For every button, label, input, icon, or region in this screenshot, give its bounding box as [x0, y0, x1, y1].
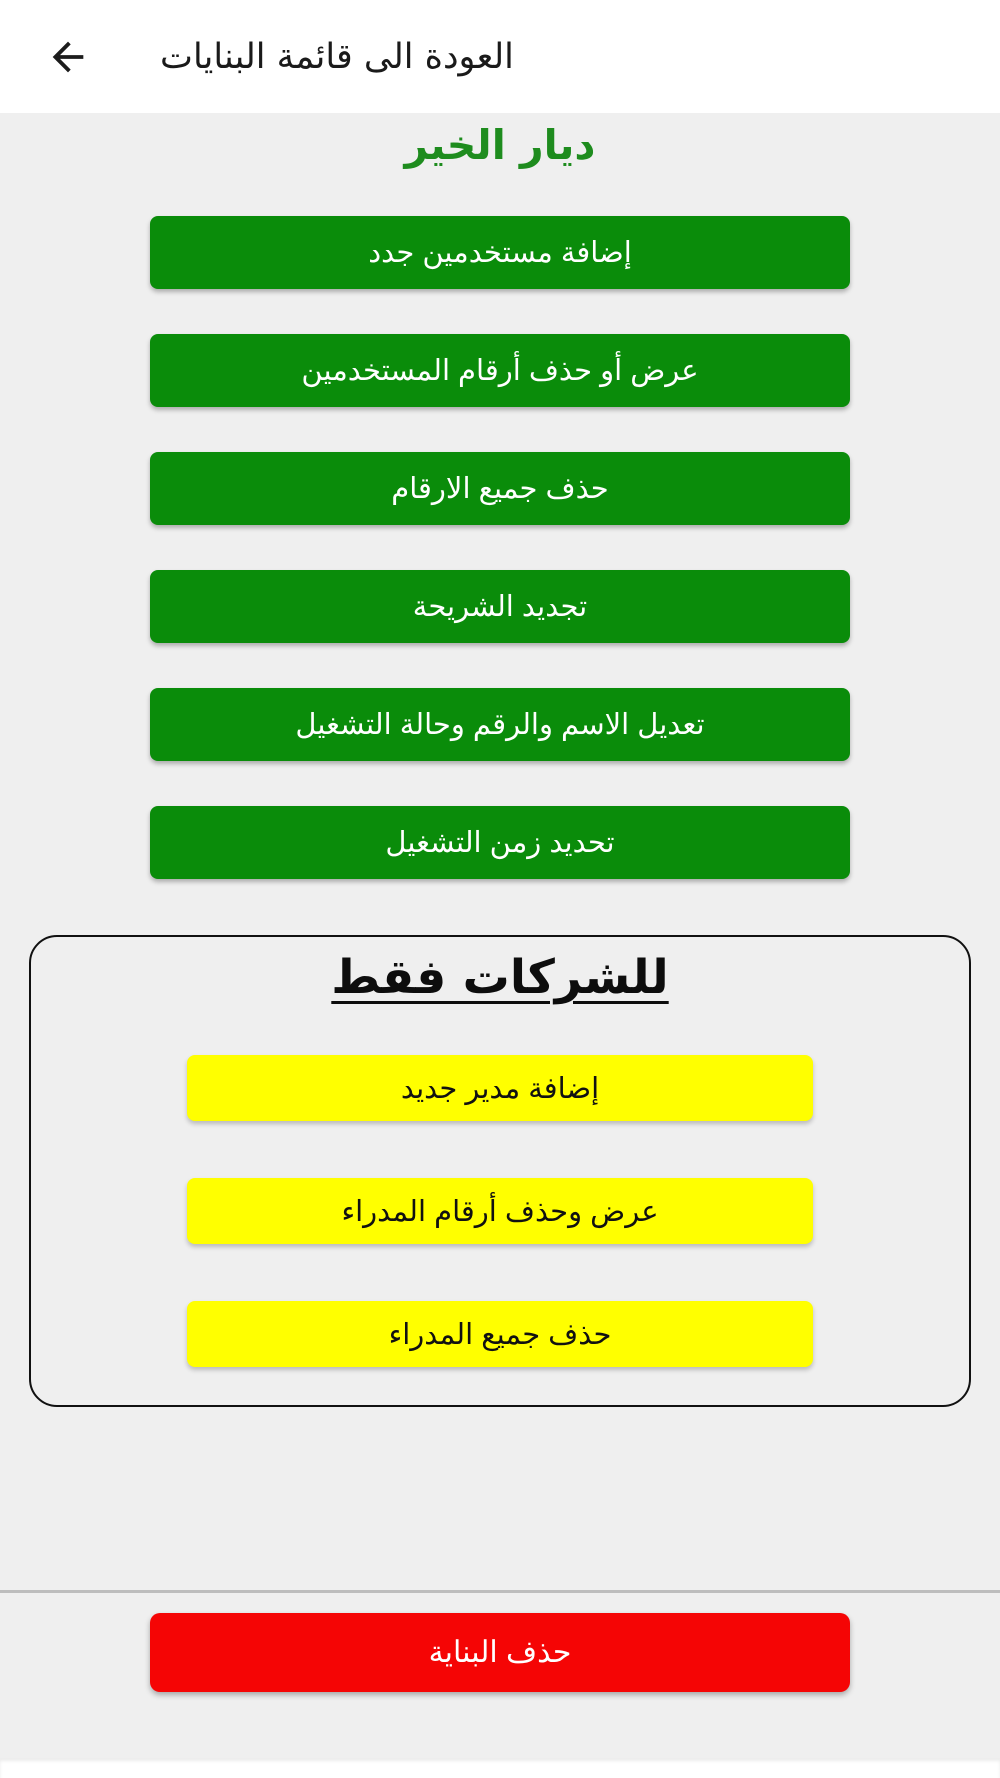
- add-new-manager-button[interactable]: إضافة مدير جديد: [187, 1055, 813, 1121]
- back-to-buildings-title: العودة الى قائمة البنايات: [160, 36, 514, 77]
- building-name-title: ديار الخير: [404, 121, 596, 169]
- companies-only-title: للشركات فقط: [331, 950, 669, 1005]
- top-bar: [0, 0, 1000, 113]
- delete-building-button[interactable]: حذف البناية: [150, 1613, 850, 1692]
- back-arrow-icon: [45, 34, 91, 80]
- bottom-white-strip: [0, 1758, 1000, 1778]
- renew-sim-button[interactable]: تجديد الشريحة: [150, 570, 850, 643]
- footer-divider: [0, 1590, 1000, 1593]
- content-area: [0, 113, 1000, 1758]
- view-delete-user-numbers-button[interactable]: عرض أو حذف أرقام المستخدمين: [150, 334, 850, 407]
- add-new-users-button[interactable]: إضافة مستخدمين جدد: [150, 216, 850, 289]
- back-button[interactable]: [42, 31, 94, 83]
- companies-only-section: [29, 935, 971, 1407]
- edit-name-number-status-button[interactable]: تعديل الاسم والرقم وحالة التشغيل: [150, 688, 850, 761]
- view-delete-manager-numbers-button[interactable]: عرض وحذف أرقام المدراء: [187, 1178, 813, 1244]
- set-operation-time-button[interactable]: تحديد زمن التشغيل: [150, 806, 850, 879]
- delete-all-numbers-button[interactable]: حذف جميع الارقام: [150, 452, 850, 525]
- delete-all-managers-button[interactable]: حذف جميع المدراء: [187, 1301, 813, 1367]
